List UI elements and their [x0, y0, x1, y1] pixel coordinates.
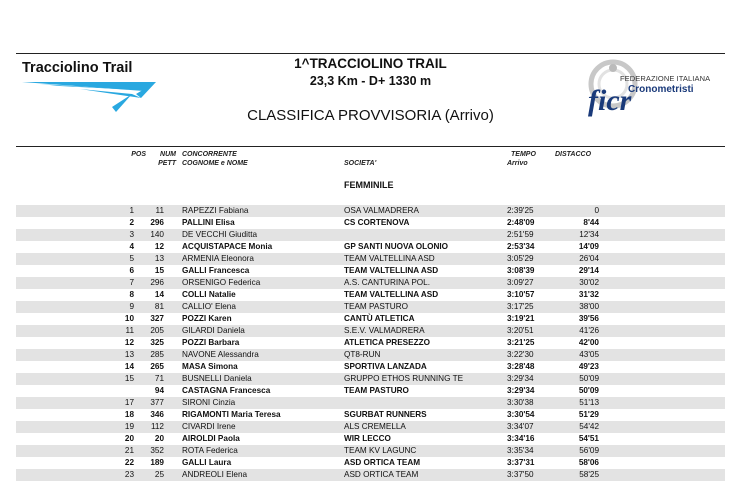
team-cell: ASD ORTICA TEAM [344, 458, 421, 467]
ficr-line-1: FEDERAZIONE ITALIANA [620, 74, 711, 83]
pos-cell: 4 [129, 242, 134, 251]
time-cell: 3:05'29 [507, 254, 534, 263]
col-societa: SOCIETA' [344, 160, 377, 167]
pos-cell: 20 [124, 434, 134, 443]
svg-text:ficr: ficr [588, 84, 632, 117]
name-cell: GALLI Francesca [182, 266, 250, 275]
bib-cell: 71 [154, 374, 164, 383]
time-cell: 3:19'21 [507, 314, 535, 323]
bib-cell: 205 [150, 326, 164, 335]
name-cell: COLLI Natalie [182, 290, 236, 299]
gap-cell: 41'26 [579, 326, 599, 335]
header-rule [16, 146, 725, 147]
gap-cell: 49'23 [578, 362, 599, 371]
time-cell: 3:34'07 [507, 422, 534, 431]
table-row [16, 325, 725, 337]
table-row [16, 445, 725, 457]
bib-cell: 112 [150, 422, 164, 431]
team-cell: ATLETICA PRESEZZO [344, 338, 430, 347]
event-subtitle: 23,3 Km - D+ 1330 m [309, 74, 432, 88]
team-cell: SPORTIVA LANZADA [344, 362, 427, 371]
pos-cell: 19 [124, 422, 134, 431]
pos-cell: 2 [129, 218, 134, 227]
gap-cell: 39'56 [578, 314, 599, 323]
name-cell: NAVONE Alessandra [182, 350, 259, 359]
bib-cell: 140 [150, 230, 164, 239]
category-label: FEMMINILE [344, 180, 394, 190]
gap-cell: 54'51 [578, 434, 599, 443]
team-cell: ASD ORTICA TEAM [344, 470, 419, 479]
time-cell: 3:29'34 [507, 386, 535, 395]
name-cell: ROTA Federica [182, 446, 238, 455]
gap-cell: 58'06 [578, 458, 599, 467]
team-cell: CANTÙ ATLETICA [344, 314, 415, 323]
time-cell: 3:35'34 [507, 446, 534, 455]
table-row [16, 469, 725, 481]
pos-cell: 14 [124, 362, 134, 371]
bib-cell: 189 [150, 458, 164, 467]
brand-name: Tracciolino Trail [22, 60, 133, 76]
time-cell: 3:22'30 [507, 350, 534, 359]
event-title: 1^TRACCIOLINO TRAIL [294, 56, 447, 71]
time-cell: 2:39'25 [507, 206, 534, 215]
pos-cell: 21 [124, 446, 134, 455]
table-row [16, 289, 725, 301]
table-row [16, 385, 725, 397]
col-concorrente: CONCORRENTE [182, 151, 237, 158]
bib-cell: 346 [150, 410, 164, 419]
gap-cell: 0 [594, 206, 599, 215]
time-cell: 3:08'39 [507, 266, 535, 275]
bib-cell: 325 [150, 338, 164, 347]
name-cell: RIGAMONTI Maria Teresa [182, 410, 281, 419]
bib-cell: 352 [150, 446, 164, 455]
top-rule [16, 53, 725, 54]
table-row [16, 205, 725, 217]
table-row [16, 409, 725, 421]
pos-cell: 10 [124, 314, 134, 323]
name-cell: SIRONI Cinzia [182, 398, 236, 407]
gap-cell: 51'13 [579, 398, 599, 407]
pos-cell: 5 [129, 254, 134, 263]
bib-cell: 20 [154, 434, 164, 443]
ficr-logo [580, 58, 730, 123]
gap-cell: 50'09 [579, 374, 599, 383]
table-row [16, 433, 725, 445]
pos-cell: 9 [129, 302, 134, 311]
team-cell: ALS CREMELLA [344, 422, 406, 431]
gap-cell: 30'02 [579, 278, 599, 287]
table-row [16, 265, 725, 277]
pos-cell: 12 [124, 338, 134, 347]
name-cell: DE VECCHI Giuditta [182, 230, 258, 239]
bib-cell: 327 [150, 314, 164, 323]
table-row [16, 277, 725, 289]
name-cell: CASTAGNA Francesca [182, 386, 271, 395]
name-cell: ORSENIGO Federica [182, 278, 261, 287]
gap-cell: 26'04 [579, 254, 599, 263]
gap-cell: 56'09 [579, 446, 599, 455]
name-cell: POZZI Karen [182, 314, 232, 323]
team-cell: A.S. CANTURINA POL. [344, 278, 430, 287]
table-row [16, 313, 725, 325]
time-cell: 3:30'54 [507, 410, 535, 419]
gap-cell: 43'05 [579, 350, 599, 359]
pos-cell: 1 [129, 206, 134, 215]
col-distacco: DISTACCO [555, 151, 592, 158]
team-cell: S.E.V. VALMADRERA [344, 326, 425, 335]
pos-cell: 18 [124, 410, 134, 419]
classification-title: CLASSIFICA PROVVISORIA (Arrivo) [247, 107, 494, 124]
pos-cell: 3 [129, 230, 134, 239]
table-row [16, 301, 725, 313]
bib-cell: 25 [154, 470, 164, 479]
gap-cell: 12'34 [579, 230, 599, 239]
time-cell: 3:28'48 [507, 362, 535, 371]
name-cell: MASA Simona [182, 362, 238, 371]
time-cell: 3:20'51 [507, 326, 534, 335]
table-row [16, 397, 725, 409]
time-cell: 2:48'09 [507, 218, 535, 227]
table-row [16, 229, 725, 241]
pos-cell: 8 [129, 290, 134, 299]
gap-cell: 54'42 [579, 422, 599, 431]
team-cell: SGURBAT RUNNERS [344, 410, 427, 419]
team-cell: GP SANTI NUOVA OLONIO [344, 242, 449, 251]
bib-cell: 14 [154, 290, 164, 299]
pos-cell: 17 [124, 398, 134, 407]
time-cell: 3:09'27 [507, 278, 534, 287]
gap-cell: 50'09 [578, 386, 599, 395]
time-cell: 3:30'38 [507, 398, 534, 407]
bib-cell: 285 [150, 350, 164, 359]
table-row [16, 337, 725, 349]
time-cell: 3:37'31 [507, 458, 535, 467]
bib-cell: 12 [154, 242, 164, 251]
bib-cell: 296 [150, 278, 164, 287]
name-cell: POZZI Barbara [182, 338, 240, 347]
time-cell: 3:29'34 [507, 374, 534, 383]
name-cell: GALLI Laura [182, 458, 232, 467]
team-cell: TEAM PASTURO [344, 302, 408, 311]
team-cell: GRUPPO ETHOS RUNNING TE [344, 374, 464, 383]
table-row [16, 253, 725, 265]
table-row [16, 361, 725, 373]
name-cell: ARMENIA Eleonora [182, 254, 254, 263]
name-cell: ACQUISTAPACE Monia [182, 242, 273, 251]
team-cell: TEAM VALTELLINA ASD [344, 290, 439, 299]
name-cell: PALLINI Elisa [182, 218, 235, 227]
col-tempo: TEMPO [511, 151, 536, 158]
bib-cell: 377 [150, 398, 164, 407]
col-cognome-nome: COGNOME e NOME [182, 160, 248, 167]
table-row [16, 373, 725, 385]
pos-cell: 13 [124, 350, 134, 359]
team-cell: WIR LECCO [344, 434, 391, 443]
table-row [16, 457, 725, 469]
gap-cell: 58'25 [579, 470, 599, 479]
name-cell: RAPEZZI Fabiana [182, 206, 249, 215]
col-num: NUM [160, 151, 176, 158]
bib-cell: 15 [154, 266, 164, 275]
team-cell: TEAM PASTURO [344, 386, 409, 395]
gap-cell: 31'32 [578, 290, 599, 299]
bib-cell: 296 [150, 218, 164, 227]
time-cell: 2:51'59 [507, 230, 534, 239]
gap-cell: 51'29 [578, 410, 599, 419]
pos-cell: 23 [124, 470, 134, 479]
time-cell: 3:17'25 [507, 302, 534, 311]
name-cell: CIVARDI Irene [182, 422, 236, 431]
pos-cell: 11 [125, 326, 134, 335]
name-cell: BUSNELLI Daniela [182, 374, 252, 383]
name-cell: CALLIO' Elena [182, 302, 236, 311]
gap-cell: 14'09 [578, 242, 599, 251]
col-pett: PETT [158, 160, 176, 167]
team-cell: QT8-RUN [344, 350, 381, 359]
gap-cell: 8'44 [583, 218, 599, 227]
team-cell: TEAM VALTELLINA ASD [344, 254, 435, 263]
team-cell: CS CORTENOVA [344, 218, 410, 227]
ficr-line-2: Cronometristi [628, 84, 694, 95]
pos-cell: 15 [124, 374, 134, 383]
bib-cell: 13 [154, 254, 164, 263]
bib-cell: 11 [155, 206, 164, 215]
gap-cell: 29'14 [578, 266, 599, 275]
table-row [16, 241, 725, 253]
time-cell: 3:37'50 [507, 470, 534, 479]
gap-cell: 42'00 [578, 338, 599, 347]
bib-cell: 265 [150, 362, 164, 371]
bib-cell: 81 [154, 302, 164, 311]
gap-cell: 38'00 [579, 302, 599, 311]
team-cell: OSA VALMADRERA [344, 206, 419, 215]
table-row [16, 349, 725, 361]
pos-cell: 22 [124, 458, 134, 467]
col-arrivo: Arrivo [507, 160, 528, 167]
time-cell: 3:34'16 [507, 434, 535, 443]
name-cell: AIROLDI Paola [182, 434, 240, 443]
time-cell: 3:10'57 [507, 290, 535, 299]
team-cell: TEAM VALTELLINA ASD [344, 266, 439, 275]
table-row [16, 421, 725, 433]
pos-cell: 7 [129, 278, 134, 287]
table-row [16, 217, 725, 229]
col-pos: POS [131, 151, 146, 158]
name-cell: GILARDI Daniela [182, 326, 245, 335]
time-cell: 2:53'34 [507, 242, 535, 251]
team-cell: TEAM KV LAGUNC [344, 446, 417, 455]
time-cell: 3:21'25 [507, 338, 535, 347]
pos-cell: 6 [129, 266, 134, 275]
name-cell: ANDREOLI Elena [182, 470, 248, 479]
bib-cell: 94 [154, 386, 164, 395]
